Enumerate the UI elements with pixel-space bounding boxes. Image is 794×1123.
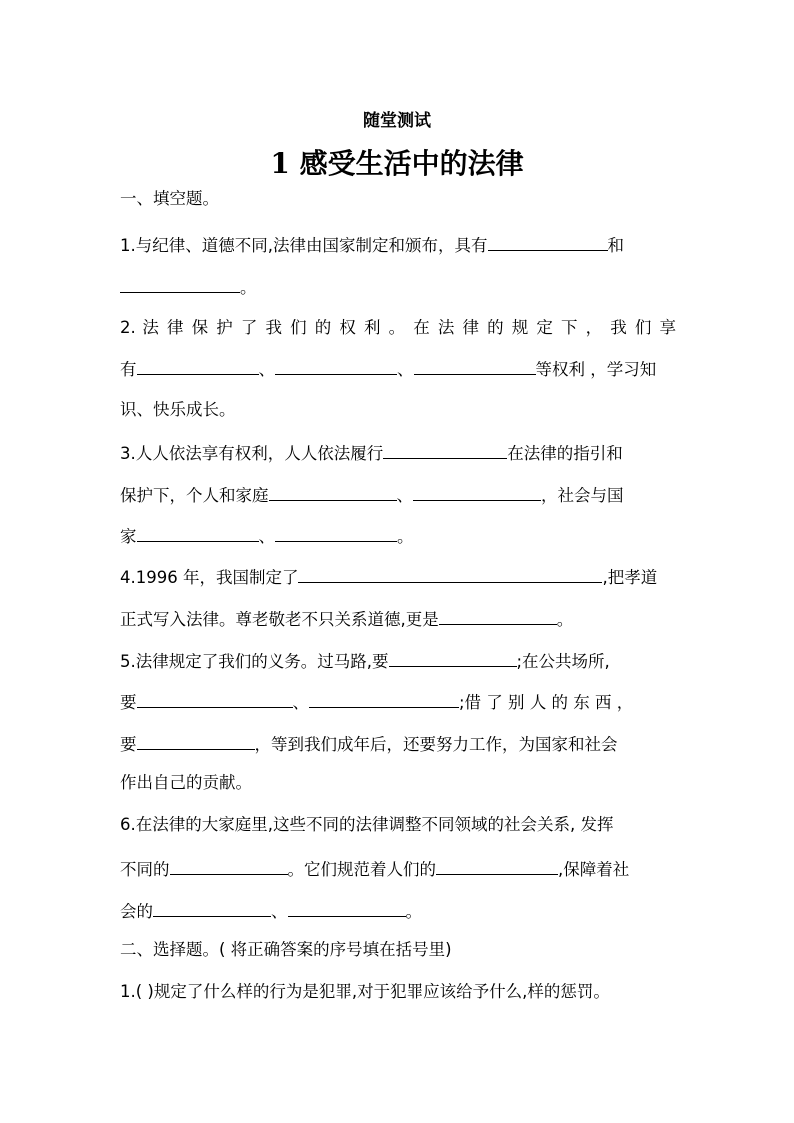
question-text: 要 — [120, 735, 137, 754]
question-4-line-2 — [120, 606, 676, 631]
question-text: 。 — [240, 278, 257, 297]
answer-blank[interactable] — [414, 356, 536, 375]
answer-blank[interactable] — [383, 440, 507, 459]
answer-blank[interactable] — [120, 274, 240, 293]
question-4-line-1 — [120, 564, 676, 589]
question-text: 、 — [258, 360, 275, 379]
choice-question-1: 1.( )规定了什么样的行为是犯罪,对于犯罪应该给予什么,样的惩罚。 — [120, 982, 610, 1001]
answer-blank[interactable] — [137, 689, 293, 708]
question-text: 。它们规范着人们的 — [287, 860, 436, 879]
lesson-title: 1 感受生活中的法律 — [270, 147, 524, 180]
answer-blank[interactable] — [275, 356, 397, 375]
question-2-line-1: 2. 法 律 保 护 了 我 们 的 权 利 。 在 法 律 的 规 定 下 ， 我 们 享 — [120, 318, 676, 337]
question-6-line-1: 6.在法律的大家庭里,这些不同的法律调整不同领域的社会关系, 发挥 — [120, 815, 614, 834]
question-text: 、 — [397, 360, 414, 379]
worksheet-subtitle: 随堂测试 — [363, 111, 431, 131]
question-3-line-3 — [120, 523, 676, 548]
question-5-line-2 — [120, 689, 676, 714]
answer-blank[interactable] — [436, 856, 558, 875]
question-2-line-3: 识、快乐成长。 — [120, 400, 236, 419]
question-text: 保护下，个人和家庭 — [120, 486, 269, 505]
question-text: 会的 — [120, 902, 153, 921]
question-text: 不同的 — [120, 860, 170, 879]
question-text: 、 — [396, 486, 413, 505]
question-text: 要 — [120, 693, 137, 712]
answer-blank[interactable] — [137, 523, 259, 542]
question-3-line-1 — [120, 440, 676, 465]
question-text: ，等到我们成年后，还要努力工作，为国家和社会 — [254, 735, 618, 754]
answer-blank[interactable] — [488, 232, 608, 251]
answer-blank[interactable] — [439, 606, 557, 625]
question-1-line-2 — [120, 274, 676, 299]
question-text: 有 — [120, 360, 137, 379]
question-text: 。 — [405, 902, 422, 921]
question-text: 3.人人依法享有权利，人人依法履行 — [120, 444, 384, 463]
question-text: 、 — [258, 527, 275, 546]
answer-blank[interactable] — [269, 482, 397, 501]
answer-blank[interactable] — [389, 648, 517, 667]
question-6-line-3 — [120, 898, 676, 923]
section-heading-multiple-choice: 二、选择题。( 将正确答案的序号填在括号里) — [120, 940, 452, 959]
question-text: 。 — [397, 527, 414, 546]
question-text: 和 — [607, 236, 624, 255]
answer-blank[interactable] — [298, 564, 602, 583]
answer-blank[interactable] — [413, 482, 541, 501]
question-text: 4.1996 年，我国制定了 — [120, 568, 299, 587]
question-text: ;借 了 别 人 的 东 西 ， — [459, 693, 634, 712]
answer-blank[interactable] — [137, 731, 255, 750]
question-text: ,保障着社 — [558, 860, 630, 879]
answer-blank[interactable] — [309, 689, 459, 708]
question-text: 正式写入法律。尊老敬老不只关系道德,更是 — [120, 610, 439, 629]
question-1-line-1 — [120, 232, 676, 257]
question-6-line-2 — [120, 856, 676, 881]
question-text: 。 — [556, 610, 574, 629]
question-3-line-2 — [120, 482, 676, 507]
question-5-line-4: 作出自己的贡献。 — [120, 773, 252, 792]
question-text: 家 — [120, 527, 137, 546]
section-heading-fill-blank: 一、填空题。 — [120, 189, 219, 208]
question-text: 在法律的指引和 — [507, 444, 623, 463]
question-text: 、 — [292, 693, 309, 712]
answer-blank[interactable] — [170, 856, 288, 875]
question-5-line-3 — [120, 731, 676, 756]
question-text: ,把孝道 — [602, 568, 658, 587]
answer-blank[interactable] — [275, 523, 397, 542]
answer-blank[interactable] — [153, 898, 271, 917]
question-text: ，社会与国 — [541, 486, 624, 505]
answer-blank[interactable] — [288, 898, 406, 917]
answer-blank[interactable] — [137, 356, 259, 375]
question-5-line-1 — [120, 648, 676, 673]
question-text: 等权利 ，学习知 — [535, 360, 657, 379]
question-text: 5.法律规定了我们的义务。过马路,要 — [120, 652, 389, 671]
question-text: 、 — [271, 902, 288, 921]
question-2-line-2 — [120, 356, 676, 381]
question-text: ;在公共场所, — [516, 652, 610, 671]
question-text: 1.与纪律、道德不同,法律由国家制定和颁布，具有 — [120, 236, 488, 255]
